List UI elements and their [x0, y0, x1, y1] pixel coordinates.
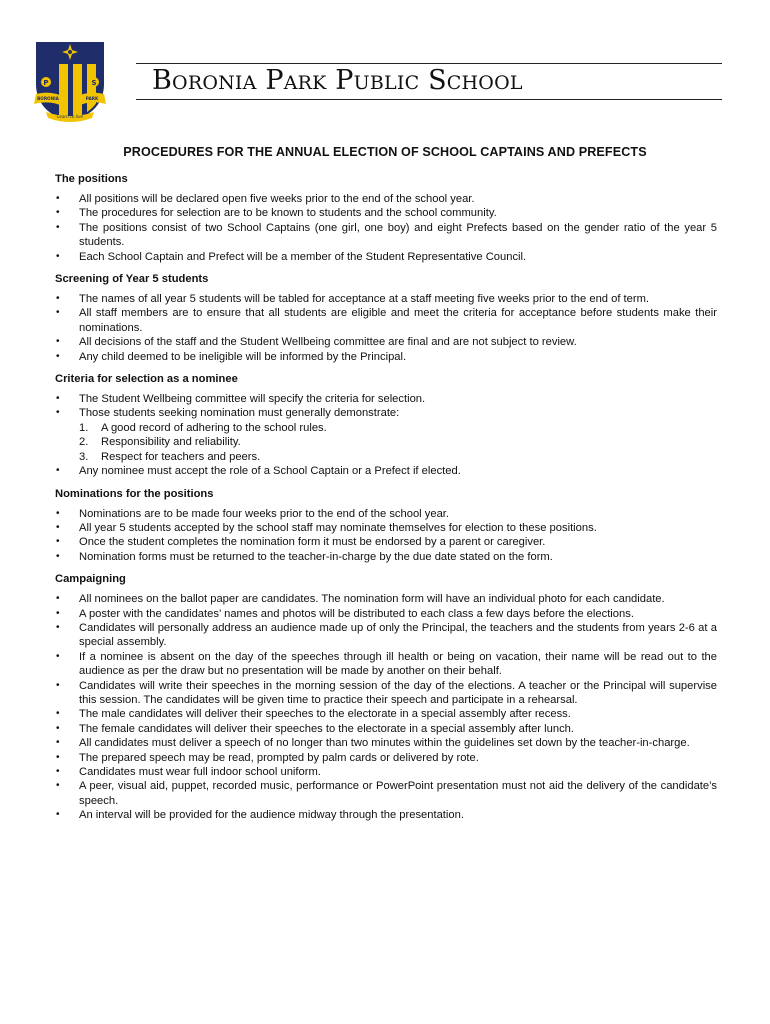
list-item: • All staff members are to ensure that all students are eligible and meet the criteria for acceptance before students make their nominations. — [55, 306, 717, 335]
numbered-item — [79, 421, 717, 435]
list-item: • All year 5 students accepted by the school staff may nominate themselves for election to these positions. — [55, 521, 717, 535]
item-number: 2. — [79, 436, 89, 449]
list-item — [55, 406, 717, 464]
bullet-list — [55, 292, 717, 364]
numbered-item-text: Respect for teachers and peers. — [101, 450, 261, 463]
list-item: • All candidates must deliver a speech of no longer than two minutes within the guidelines set down by the teacher-in-charge. — [55, 736, 717, 750]
section-heading: Screening of Year 5 students — [55, 273, 209, 286]
bullet-list — [55, 392, 717, 478]
section-screening — [55, 272, 717, 364]
list-item: • Nominations are to be made four weeks prior to the end of the school year. — [55, 507, 717, 521]
bullet-list — [55, 592, 717, 823]
section-heading: Nominations for the positions — [55, 487, 214, 500]
section-nominations — [55, 487, 717, 565]
svg-text:BORONIA: BORONIA — [37, 96, 59, 101]
list-item: • All positions will be declared open five weeks prior to the end of the school year. — [55, 192, 717, 206]
section-positions — [55, 172, 717, 264]
list-item: • All decisions of the staff and the Student Wellbeing committee are final and are not subject to review. — [55, 335, 717, 349]
list-item-text: Those students seeking nomination must generally demonstrate: — [79, 407, 400, 420]
list-item: • The Student Wellbeing committee will specify the criteria for selection. — [55, 392, 717, 406]
numbered-item-text: Responsibility and reliability. — [101, 436, 241, 449]
list-item: • Candidates must wear full indoor school uniform. — [55, 765, 717, 779]
section-criteria — [55, 372, 717, 478]
list-item: • A peer, visual aid, puppet, recorded music, performance or PowerPoint presentation must not aid the delivery of the candidate’s speech. — [55, 779, 717, 808]
bullet-list — [55, 192, 717, 264]
list-item: • The prepared speech may be read, prompted by palm cards or delivered by rote. — [55, 751, 717, 765]
list-item: • Once the student completes the nomination form it must be endorsed by a parent or caregiver. — [55, 535, 717, 549]
list-item: • Any nominee must accept the role of a School Captain or a Prefect if elected. — [55, 464, 717, 478]
document-body — [55, 172, 717, 831]
numbered-item-text: A good record of adhering to the school rules. — [101, 421, 327, 434]
list-item: • A poster with the candidates’ names and photos will be distributed to each class a few days before the elections. — [55, 607, 717, 621]
svg-text:PARK: PARK — [85, 96, 99, 101]
list-item: • Each School Captain and Prefect will be a member of the Student Representative Council. — [55, 250, 717, 264]
list-item: • The names of all year 5 students will be tabled for acceptance at a staff meeting five weeks prior to the end of term. — [55, 292, 717, 306]
bullet-list — [55, 507, 717, 565]
school-crest-logo — [32, 36, 108, 124]
numbered-item — [79, 435, 717, 449]
section-heading: Campaigning — [55, 573, 126, 586]
svg-text:S: S — [91, 79, 97, 87]
list-item: • All nominees on the ballot paper are candidates. The nomination form will have an individual photo for each candidate. — [55, 592, 717, 606]
list-item: • The male candidates will deliver their speeches to the electorate in a special assembly after recess. — [55, 707, 717, 721]
list-item: • An interval will be provided for the audience midway through the presentation. — [55, 808, 717, 822]
section-heading: Criteria for selection as a nominee — [55, 373, 238, 386]
list-item: • The female candidates will deliver their speeches to the electorate in a special assembly after lunch. — [55, 722, 717, 736]
header-rule-bottom — [136, 99, 722, 100]
item-number: 1. — [79, 421, 89, 434]
list-item: • If a nominee is absent on the day of the speeches through ill health or being on vacation, their name will be read out to the audience as per the draw but no presentation will be made by another on their behalf. — [55, 650, 717, 679]
list-item: • The positions consist of two School Captains (one girl, one boy) and eight Prefects based on the gender ratio of the year 5 students. — [55, 221, 717, 250]
numbered-item — [79, 450, 717, 464]
svg-text:P: P — [43, 79, 49, 87]
list-item: • Any child deemed to be ineligible will be informed by the Principal. — [55, 350, 717, 364]
letterhead — [32, 36, 722, 119]
document-title: PROCEDURES FOR THE ANNUAL ELECTION OF SCHOOL CAPTAINS AND PREFECTS — [123, 145, 647, 159]
list-item: • Nomination forms must be returned to the teacher-in-charge by the due date stated on the form. — [55, 550, 717, 564]
list-item: • The procedures for selection are to be known to students and the school community. — [55, 206, 717, 220]
school-name: Boronia Park Public School — [152, 65, 523, 96]
list-item: • Candidates will write their speeches in the morning session of the day of the elections. A teacher or the Principal will supervise this session. The candidates will be given time to practice their speech and participate in a rehearsal. — [55, 679, 717, 708]
section-campaigning — [55, 572, 717, 823]
numbered-list — [79, 421, 717, 464]
svg-text:Learn to live: Learn to live — [56, 114, 84, 119]
section-heading: The positions — [55, 173, 128, 185]
item-number: 3. — [79, 450, 89, 463]
list-item: • Candidates will personally address an audience made up of only the Principal, the teachers and the students from years 2-6 at a special assembly. — [55, 621, 717, 650]
